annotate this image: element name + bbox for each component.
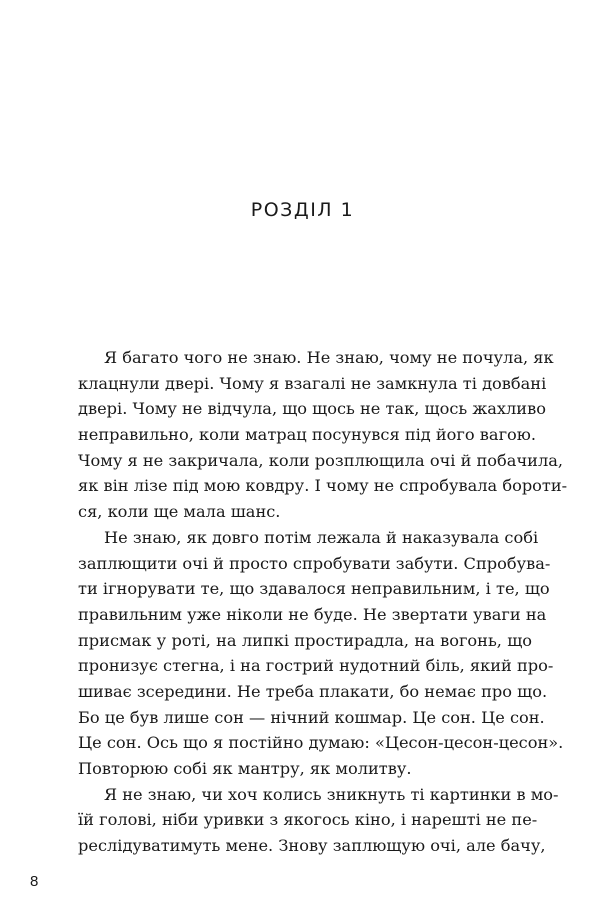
text-line: пронизує стегна, і на гострий нудотний біль, який про- [78, 656, 554, 676]
text-line: Я багато чого не знаю. Не знаю, чому не почула, як [104, 348, 554, 367]
chapter-title: РОЗДІЛ 1 [250, 199, 355, 221]
text-line: Це сон. Ось що я постійно думаю: «Цесон-цесон-цесон». [78, 733, 564, 753]
text-line: як він лізе під мою ковдру. І чому не спробувала бороти- [78, 476, 568, 496]
text-line: заплющити очі й просто спробувати забути. Спробува- [78, 553, 551, 573]
text-line: правильним уже ніколи не буде. Не звертати уваги на [78, 604, 547, 624]
text-line: Я не знаю, чи хоч колись зникнуть ті картинки в мо- [104, 784, 559, 804]
text-line: присмак у роті, на липкі простирадла, на вогонь, що [78, 630, 532, 650]
text-line: клацнули двері. Чому я взагалі не замкнула ті довбані [78, 373, 547, 393]
text-line: ся, коли ще мала шанс. [78, 502, 281, 522]
text-line: реслідуватимуть мене. Знову заплющую очі, але бачу, [78, 836, 546, 856]
text-line: Повторюю собі як мантру, як молитву. [78, 759, 412, 778]
text-line: неправильно, коли матрац посунувся під його вагою. [78, 425, 537, 445]
page-number: 8 [30, 873, 39, 890]
text-line: Чому я не закричала, коли розплющила очі й побачила, [78, 450, 564, 470]
text-line: Бо це був лише сон — нічний кошмар. Це сон. Це сон. [78, 707, 545, 727]
body-text [78, 345, 568, 859]
text-line: шиває зсередини. Не треба плакати, бо немає про що. [78, 681, 548, 701]
text-line: ти ігнорувати те, що здавалося неправильним, і те, що [78, 579, 550, 599]
text-line: двері. Чому не відчула, що щось не так, щось жахливо [78, 399, 546, 419]
text-line: їй голові, ніби уривки з якогось кіно, і нарешті не пе- [78, 810, 538, 830]
text-line: Не знаю, як довго потім лежала й наказувала собі [104, 527, 539, 547]
